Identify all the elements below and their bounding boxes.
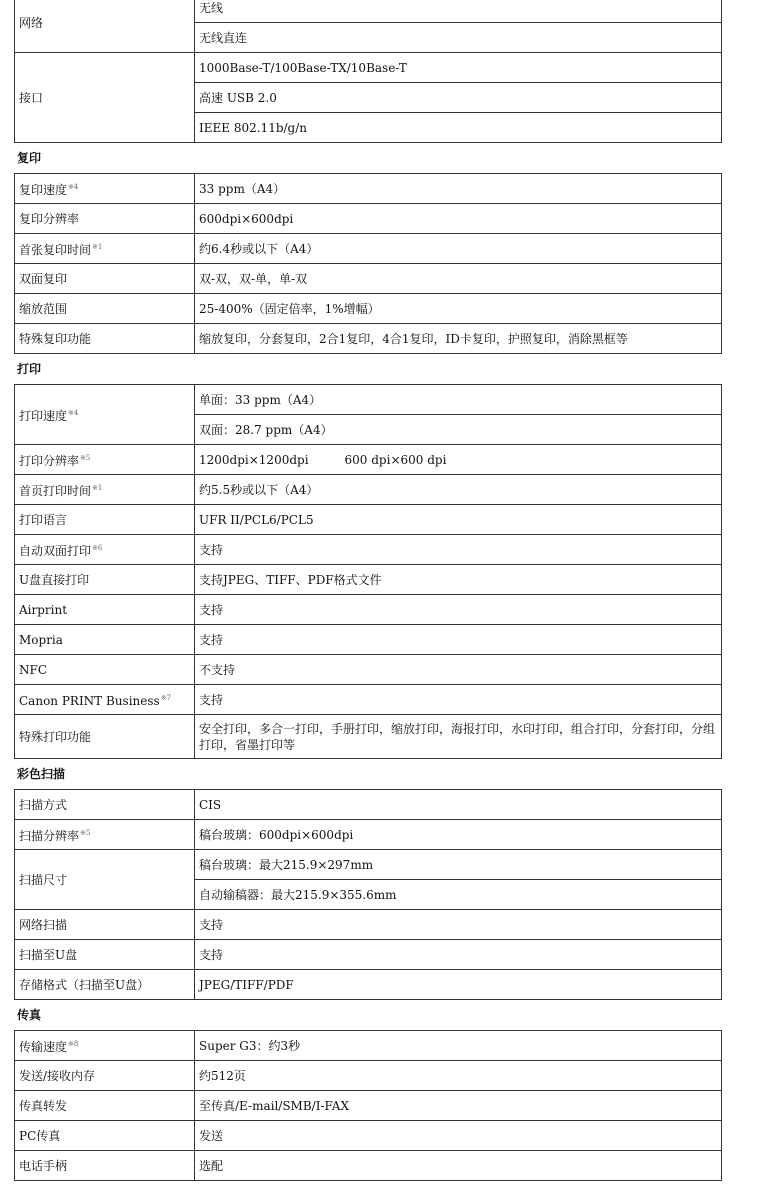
spec-value: 自动输稿器：最大215.9×355.6mm: [195, 880, 722, 910]
table-row: [15, 204, 722, 234]
spec-label: 首张复印时间: [19, 243, 92, 257]
spec-label-cell: [15, 970, 195, 1000]
spec-label: 存储格式（扫描至U盘）: [19, 977, 150, 992]
spec-label-cell: [15, 0, 195, 53]
spec-value: 1000Base-T/100Base-TX/10Base-T: [195, 53, 722, 83]
spec-value: 支持: [195, 625, 722, 655]
spec-value: 约512页: [195, 1061, 722, 1091]
spec-label-cell: [15, 715, 195, 759]
spec-value: 无线直连: [195, 23, 722, 53]
spec-label: PC传真: [19, 1128, 61, 1143]
spec-value: 安全打印，多合一打印，手册打印，缩放打印，海报打印，水印打印，组合打印，分套打印，分组打印，省墨打印等: [195, 715, 722, 759]
spec-label: 扫描分辨率: [19, 829, 80, 843]
table-row: [15, 505, 722, 535]
spec-label-cell: [15, 820, 195, 850]
table-row: [15, 940, 722, 970]
spec-label: 传真转发: [19, 1098, 68, 1113]
spec-label: 网络扫描: [19, 917, 68, 932]
spec-value: 单面：33 ppm（A4）: [195, 385, 722, 415]
table-row: [15, 53, 722, 83]
spec-value: Super G3：约3秒: [195, 1031, 722, 1061]
table-row: [15, 970, 722, 1000]
spec-label-cell: [15, 385, 195, 445]
spec-value: IEEE 802.11b/g/n: [195, 113, 722, 143]
spec-label: 扫描方式: [19, 797, 68, 812]
spec-value: 1200dpi×1200dpi 600 dpi×600 dpi: [195, 445, 722, 475]
spec-value: CIS: [195, 790, 722, 820]
spec-table: [14, 384, 722, 759]
spec-label: 双面复印: [19, 271, 68, 286]
spec-value: 支持: [195, 595, 722, 625]
spec-label: 网络: [19, 15, 44, 30]
spec-label: 复印分辨率: [19, 211, 80, 226]
spec-value: 无线: [195, 0, 722, 23]
spec-label: 扫描至U盘: [19, 947, 78, 962]
table-row: [15, 1061, 722, 1091]
table-row: [15, 0, 722, 23]
table-row: [15, 294, 722, 324]
spec-label-cell: [15, 625, 195, 655]
table-row: [15, 1091, 722, 1121]
spec-label-cell: [15, 685, 195, 715]
spec-value: 双面：28.7 ppm（A4）: [195, 415, 722, 445]
spec-value: 约5.5秒或以下（A4）: [195, 475, 722, 505]
footnote-mark: ※5: [80, 829, 91, 837]
spec-label-cell: [15, 535, 195, 565]
spec-value: 双-双，双-单，单-双: [195, 264, 722, 294]
spec-label: Canon PRINT Business: [19, 694, 160, 708]
spec-value: 25-400%（固定倍率，1%增幅）: [195, 294, 722, 324]
spec-value: UFR II/PCL6/PCL5: [195, 505, 722, 535]
spec-label-cell: [15, 294, 195, 324]
spec-label: NFC: [19, 662, 48, 677]
spec-table: [14, 1030, 722, 1181]
spec-label-cell: [15, 204, 195, 234]
spec-label-cell: [15, 264, 195, 294]
spec-label: 电话手柄: [19, 1158, 68, 1173]
footnote-mark: ※4: [68, 409, 79, 417]
spec-label-cell: [15, 1091, 195, 1121]
spec-label-cell: [15, 790, 195, 820]
spec-label-cell: [15, 505, 195, 535]
footnote-mark: ※5: [80, 454, 91, 462]
footnote-mark: ※1: [92, 243, 103, 251]
table-row: [15, 655, 722, 685]
spec-label: 缩放范围: [19, 301, 68, 316]
table-row: [15, 324, 722, 354]
table-row: [15, 234, 722, 264]
spec-label-cell: [15, 475, 195, 505]
table-row: [15, 445, 722, 475]
table-row: [15, 174, 722, 204]
footnote-mark: ※8: [68, 1040, 79, 1048]
section-heading: 传真: [17, 1008, 42, 1022]
spec-value: 不支持: [195, 655, 722, 685]
spec-label-cell: [15, 1031, 195, 1061]
spec-label: 首页打印时间: [19, 484, 92, 498]
spec-table: [14, 789, 722, 1000]
footnote-mark: ※7: [160, 694, 172, 702]
table-row: [15, 595, 722, 625]
spec-label-cell: [15, 53, 195, 143]
table-row: [15, 1151, 722, 1181]
footnote-mark: ※6: [92, 544, 103, 552]
spec-label: 特殊打印功能: [19, 729, 92, 744]
table-row: [15, 820, 722, 850]
table-row: [15, 685, 722, 715]
table-row: [15, 385, 722, 415]
section-heading: 打印: [17, 362, 42, 376]
spec-label-cell: [15, 1061, 195, 1091]
spec-value: 支持: [195, 685, 722, 715]
spec-label: 传输速度: [19, 1040, 68, 1054]
spec-label: 扫描尺寸: [19, 872, 68, 887]
footnote-mark: ※4: [68, 183, 79, 191]
spec-label: Mopria: [19, 632, 63, 647]
spec-label-cell: [15, 565, 195, 595]
spec-value: 支持: [195, 535, 722, 565]
table-row: [15, 1031, 722, 1061]
table-row: [15, 565, 722, 595]
spec-value: 高速 USB 2.0: [195, 83, 722, 113]
spec-label: U盘直接打印: [19, 572, 90, 587]
footnote-mark: ※1: [92, 484, 103, 492]
spec-label: Airprint: [19, 602, 68, 617]
spec-value: 选配: [195, 1151, 722, 1181]
spec-label-cell: [15, 850, 195, 910]
table-row: [15, 790, 722, 820]
table-row: [15, 535, 722, 565]
spec-value: 支持JPEG、TIFF、PDF格式文件: [195, 565, 722, 595]
spec-label: 打印语言: [19, 512, 68, 527]
spec-label-cell: [15, 940, 195, 970]
spec-value: 稿台玻璃：600dpi×600dpi: [195, 820, 722, 850]
spec-label-cell: [15, 655, 195, 685]
table-row: [15, 910, 722, 940]
table-row: [15, 264, 722, 294]
spec-label: 发送/接收内存: [19, 1068, 96, 1083]
spec-label: 打印速度: [19, 409, 68, 423]
table-row: [15, 625, 722, 655]
spec-value: 稿台玻璃：最大215.9×297mm: [195, 850, 722, 880]
section-heading: 彩色扫描: [17, 767, 66, 781]
spec-value: 缩放复印，分套复印，2合1复印，4合1复印，ID卡复印，护照复印，消除黑框等: [195, 324, 722, 354]
spec-value: 支持: [195, 910, 722, 940]
spec-label-cell: [15, 1151, 195, 1181]
spec-value: 至传真/E-mail/SMB/I-FAX: [195, 1091, 722, 1121]
spec-label: 接口: [19, 90, 44, 105]
spec-label-cell: [15, 595, 195, 625]
spec-value: JPEG/TIFF/PDF: [195, 970, 722, 1000]
spec-label-cell: [15, 1121, 195, 1151]
spec-label: 特殊复印功能: [19, 331, 92, 346]
spec-label-cell: [15, 324, 195, 354]
spec-label: 自动双面打印: [19, 544, 92, 558]
table-row: [15, 850, 722, 880]
spec-value: 支持: [195, 940, 722, 970]
table-row: [15, 475, 722, 505]
spec-label: 打印分辨率: [19, 454, 80, 468]
spec-label-cell: [15, 910, 195, 940]
spec-label-cell: [15, 234, 195, 264]
table-row: [15, 715, 722, 759]
spec-table: [14, 173, 722, 354]
section-heading: 复印: [17, 151, 42, 165]
spec-label-cell: [15, 445, 195, 475]
spec-table: [14, 0, 722, 143]
spec-value: 600dpi×600dpi: [195, 204, 722, 234]
table-row: [15, 1121, 722, 1151]
spec-value: 33 ppm（A4）: [195, 174, 722, 204]
spec-value: 约6.4秒或以下（A4）: [195, 234, 722, 264]
spec-label-cell: [15, 174, 195, 204]
spec-value: 发送: [195, 1121, 722, 1151]
spec-label: 复印速度: [19, 183, 68, 197]
